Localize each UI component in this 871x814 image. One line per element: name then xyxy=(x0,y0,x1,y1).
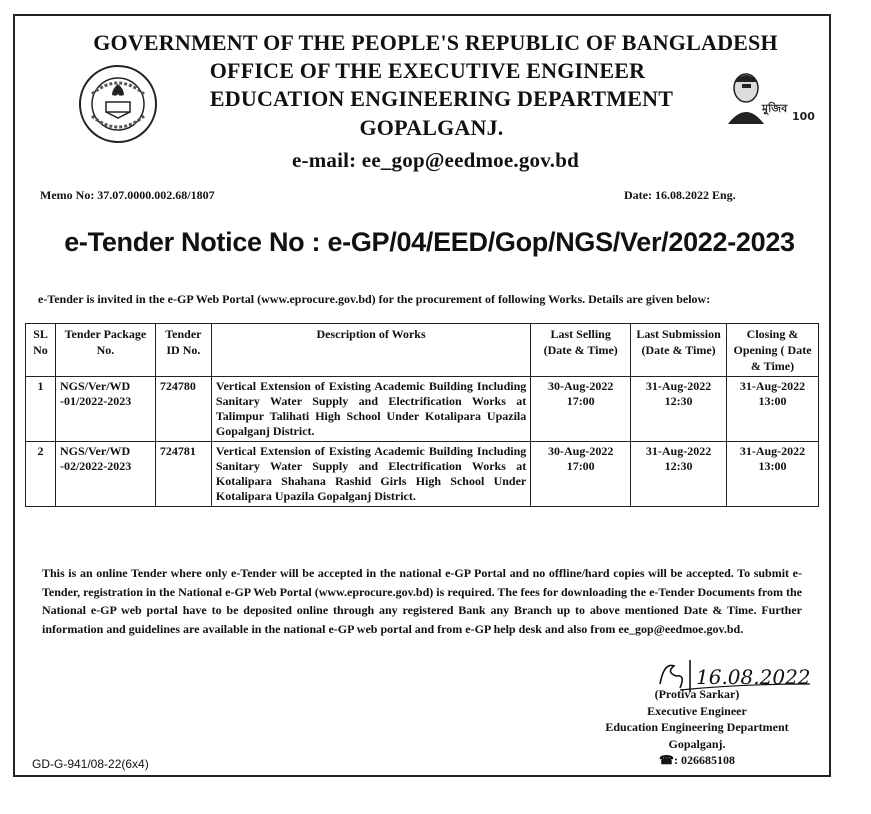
row-last-selling xyxy=(531,377,631,442)
tender-table xyxy=(25,323,819,507)
row-sl: 2 xyxy=(26,442,56,507)
header-department: EDUCATION ENGINEERING DEPARTMENT xyxy=(209,86,674,111)
row-last-selling xyxy=(531,442,631,507)
signature-block xyxy=(592,686,802,769)
last-selling-date: 30-Aug-2022 xyxy=(548,379,614,393)
last-selling-time: 17:00 xyxy=(566,459,595,473)
intro-text: e-Tender is invited in the e-GP Web Portal (www.eprocure.gov.bd) for the procurement of following Works. Details are given below: xyxy=(38,292,711,306)
header-package: Tender Package No. xyxy=(55,324,155,377)
header-government: GOVERNMENT OF THE PEOPLE'S REPUBLIC OF BANGLADESH xyxy=(93,30,778,55)
signature-date: 16.08.2022 xyxy=(696,665,811,689)
notice-title: e-Tender Notice No : e-GP/04/EED/Gop/NGS/Ver/2022-2023 xyxy=(64,227,795,257)
table-row xyxy=(26,377,819,442)
last-submission-date: 31-Aug-2022 xyxy=(645,444,712,458)
signatory-phone: : 026685108 xyxy=(673,753,735,767)
closing-time: 13:00 xyxy=(758,459,787,473)
table-row xyxy=(26,442,819,507)
terms-paragraph: This is an online Tender where only e-Tender will be accepted in the national e-GP Portal and no offline/hard copies will be accepted. To submit e-Tender, registration in the National e-GP Web Portal (www.eprocure.gov.bd) is required. The fees for downloading the e-Tender Documents from the National e-GP web portal have to be deposited online through any registered Bank any Branch up to above mentioned Date & Time. Further information and guidelines are available in the national e-GP web portal and from e-GP help desk and also from ee_gop@eedmoe.gov.bd. xyxy=(42,566,802,636)
last-selling-time: 17:00 xyxy=(566,394,595,408)
notice-date: Date: 16.08.2022 Eng. xyxy=(624,188,736,202)
row-last-submission xyxy=(631,377,727,442)
last-submission-date: 31-Aug-2022 xyxy=(645,379,712,393)
header-description: Description of Works xyxy=(211,324,530,377)
header-sl: SL No xyxy=(26,324,56,377)
mujib-logo-years: 100 xyxy=(792,110,815,123)
header-tender-id: Tender ID No. xyxy=(155,324,211,377)
mujib-logo-text: মুজিব xyxy=(762,102,788,115)
row-package: NGS/Ver/WD -01/2022-2023 xyxy=(55,377,155,442)
row-closing xyxy=(727,442,819,507)
signatory-phone-line xyxy=(592,752,802,769)
closing-date: 31-Aug-2022 xyxy=(739,444,806,458)
footer-code: GD-G-941/08-22(6x4) xyxy=(32,757,149,771)
header-last-selling: Last Selling (Date & Time) xyxy=(531,324,631,377)
memo-number: Memo No: 37.07.0000.002.68/1807 xyxy=(40,188,215,202)
signatory-department: Education Engineering Department xyxy=(605,720,789,734)
row-package: NGS/Ver/WD -02/2022-2023 xyxy=(55,442,155,507)
header-location: GOPALGANJ. xyxy=(359,115,504,140)
telephone-icon: ☎ xyxy=(659,753,674,767)
header-email: e-mail: ee_gop@eedmoe.gov.bd xyxy=(291,148,579,172)
header-closing: Closing & Opening ( Date & Time) xyxy=(727,324,819,377)
signatory-place: Gopalganj. xyxy=(668,736,726,751)
row-description: Vertical Extension of Existing Academic Building Including Sanitary Water Supply and Electrification Works at Talimpur Talihati High School Under Kotalipara Upazila Gopalganj District. xyxy=(211,377,530,442)
header-office: OFFICE OF THE EXECUTIVE ENGINEER xyxy=(209,58,646,83)
last-submission-time: 12:30 xyxy=(664,459,693,473)
row-tender-id: 724781 xyxy=(155,442,211,507)
row-description: Vertical Extension of Existing Academic Building Including Sanitary Water Supply and Electrification Works at Kotalipara Shahana Rashid Girls High School Under Kotalipara Upazila Gopalganj District. xyxy=(211,442,530,507)
header-last-submission: Last Submission (Date & Time) xyxy=(631,324,727,377)
table-header-row xyxy=(26,324,819,377)
closing-date: 31-Aug-2022 xyxy=(739,379,806,393)
signatory-name: (Protiva Sarkar) xyxy=(654,687,740,701)
signatory-title: Executive Engineer xyxy=(647,703,747,718)
last-selling-date: 30-Aug-2022 xyxy=(548,444,614,458)
row-closing xyxy=(727,377,819,442)
last-submission-time: 12:30 xyxy=(664,394,693,408)
row-last-submission xyxy=(631,442,727,507)
closing-time: 13:00 xyxy=(758,394,787,408)
row-tender-id: 724780 xyxy=(155,377,211,442)
row-sl: 1 xyxy=(26,377,56,442)
